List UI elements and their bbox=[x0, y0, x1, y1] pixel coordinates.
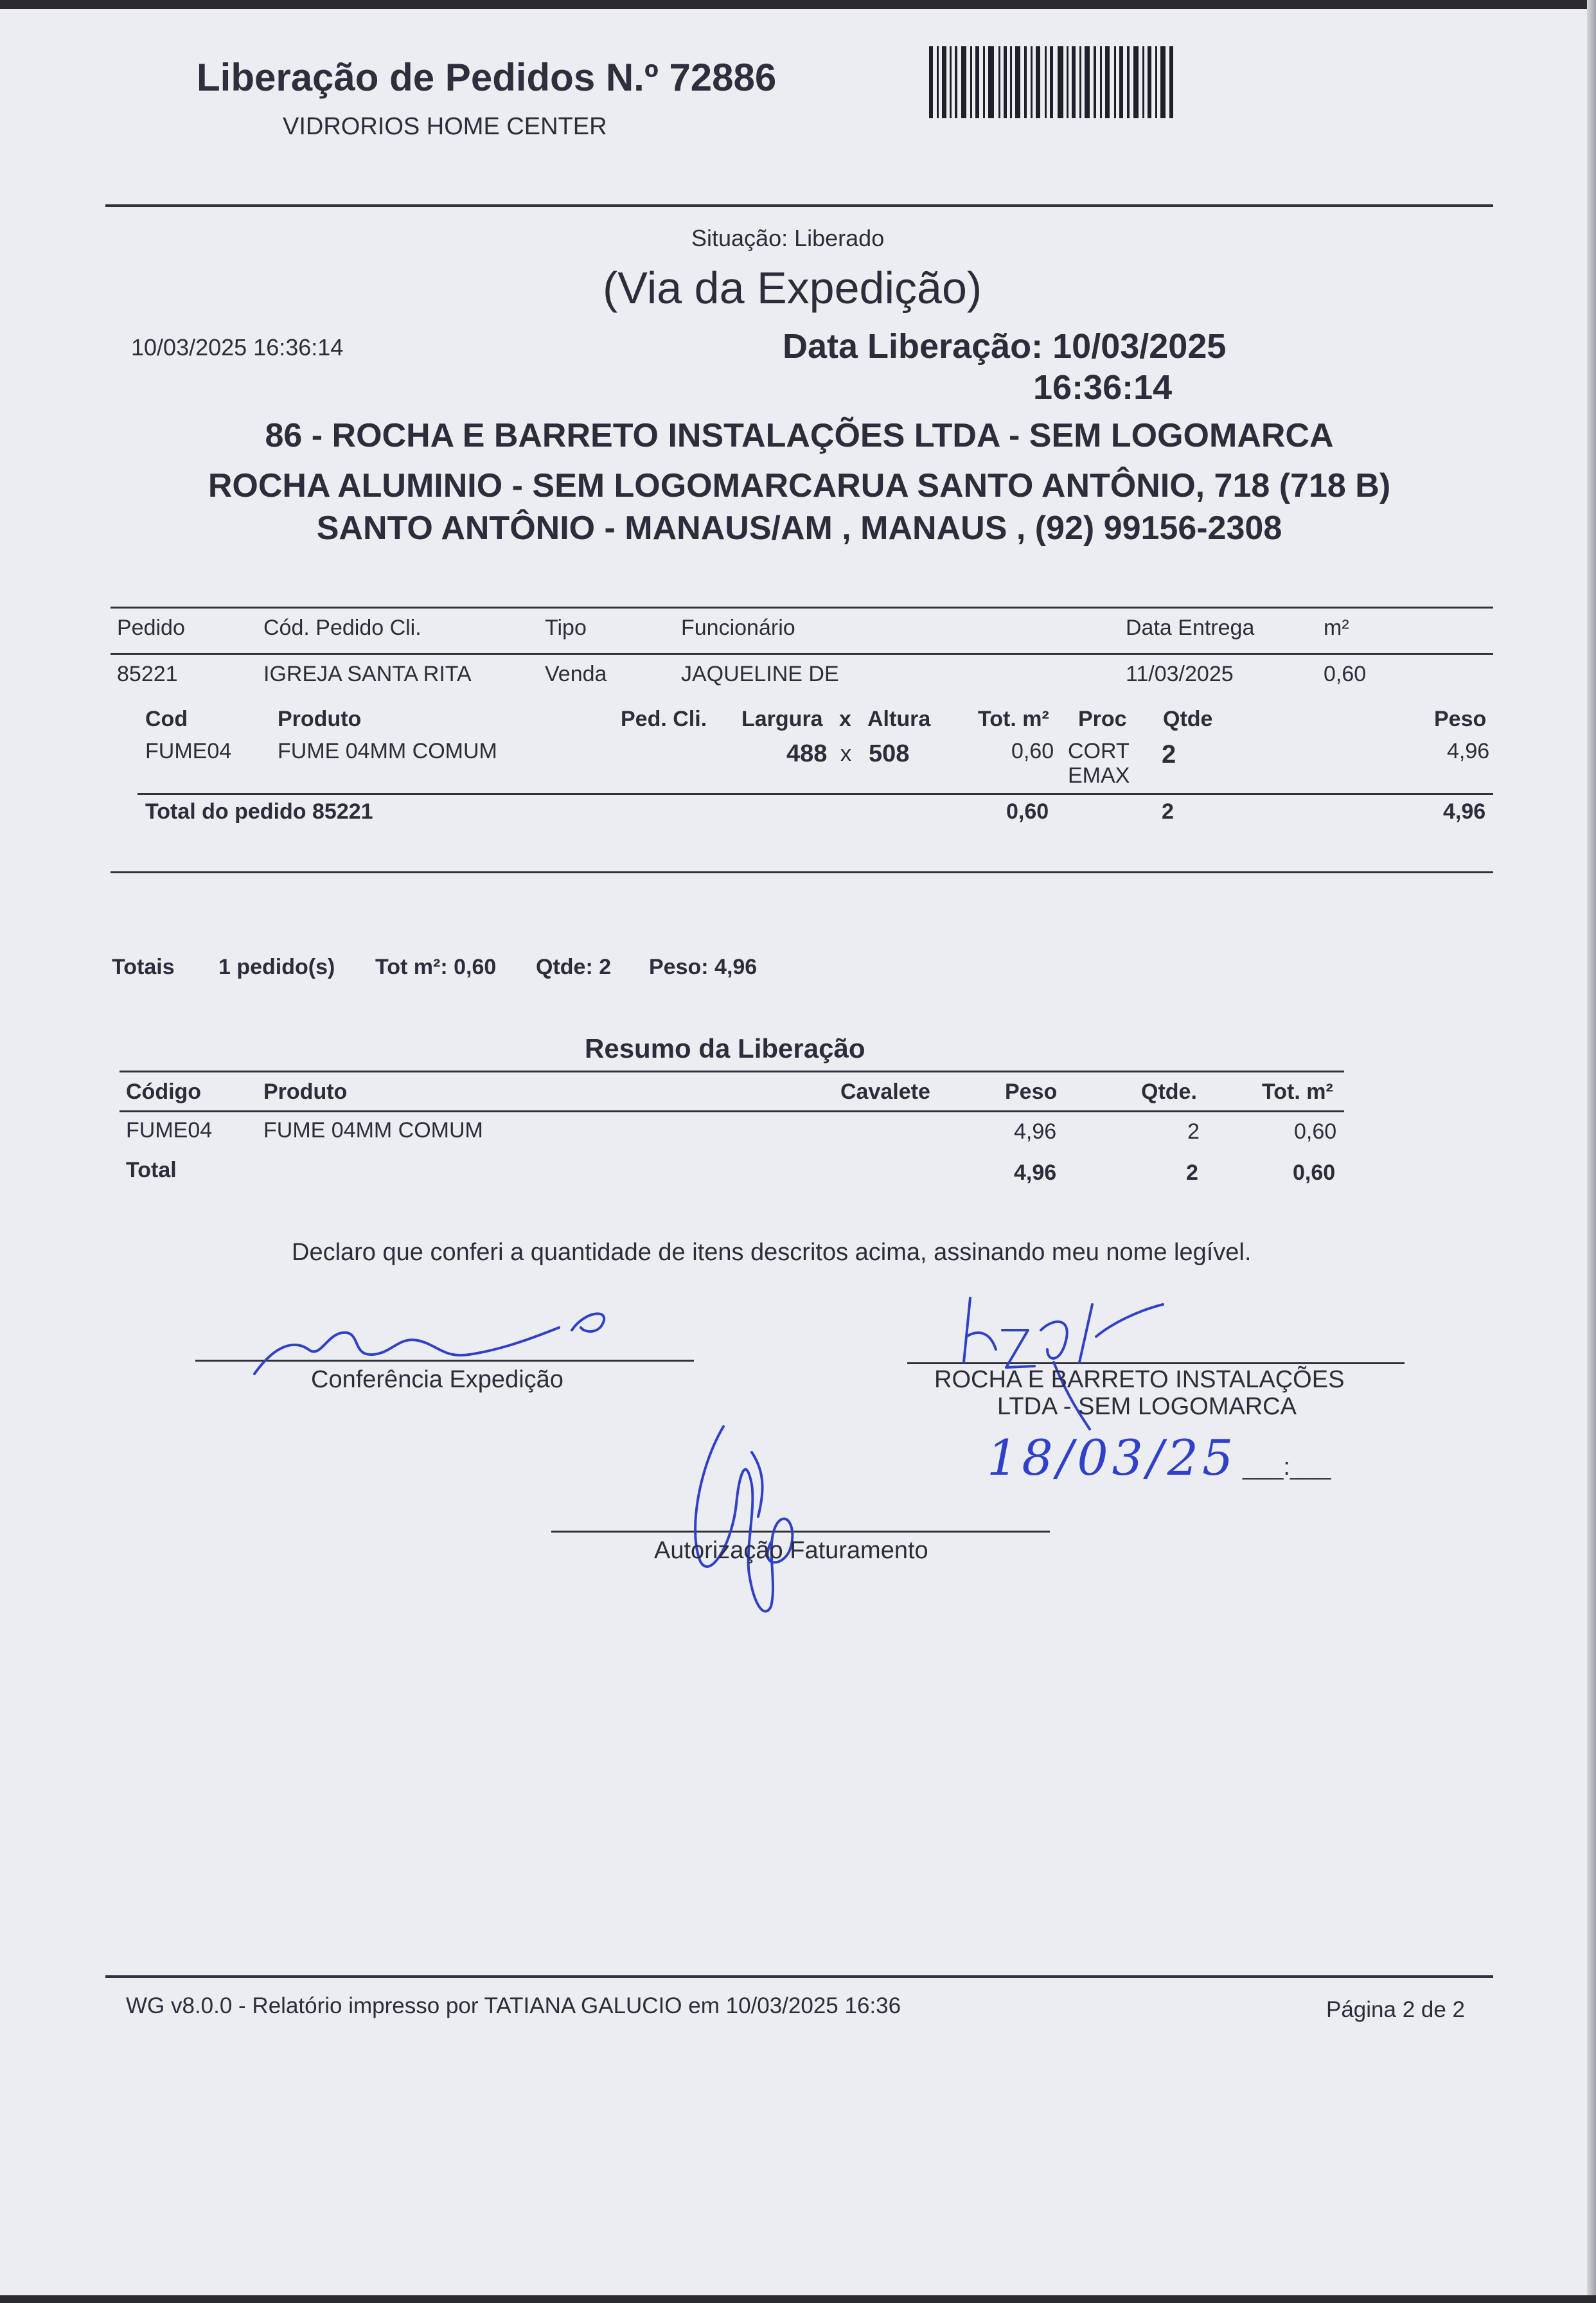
item-proc-header: Proc bbox=[1078, 707, 1127, 731]
scan-edge-right bbox=[1587, 0, 1596, 2303]
scan-edge-top bbox=[0, 0, 1596, 9]
summary-total-qtde: 2 bbox=[1186, 1160, 1198, 1185]
summary-tot-m2: 0,60 bbox=[1294, 1119, 1337, 1144]
item-largura-header: Largura bbox=[741, 707, 823, 731]
document-title: Liberação de Pedidos N.º 72886 bbox=[197, 56, 777, 99]
summary-total-label: Total bbox=[126, 1158, 177, 1182]
col-m2-header: m² bbox=[1324, 616, 1349, 640]
col-data-entrega-header: Data Entrega bbox=[1126, 616, 1255, 640]
summary-peso: 4,96 bbox=[1014, 1119, 1057, 1144]
item-cod: FUME04 bbox=[145, 739, 232, 763]
client-line-2: ROCHA ALUMINIO - SEM LOGOMARCARUA SANTO ANTÔNIO, 718 (718 B) bbox=[208, 467, 1391, 504]
item-produto-header: Produto bbox=[278, 707, 362, 731]
item-proc-2: EMAX bbox=[1068, 763, 1130, 788]
item-proc: CORT bbox=[1068, 739, 1130, 763]
order-total-peso: 4,96 bbox=[1443, 799, 1486, 824]
summary-qtde: 2 bbox=[1187, 1119, 1200, 1144]
totais-tot-m2: Tot m²: 0,60 bbox=[375, 955, 497, 979]
col-cod-pedido-cli-header: Cód. Pedido Cli. bbox=[263, 616, 421, 640]
item-qtde: 2 bbox=[1162, 740, 1176, 769]
client-signature-name-2: LTDA - SEM LOGOMARCA bbox=[997, 1393, 1297, 1420]
order-funcionario: JAQUELINE DE bbox=[681, 662, 839, 686]
client-signature-name-1: ROCHA E BARRETO INSTALAÇÕES bbox=[934, 1366, 1345, 1393]
order-data-entrega: 11/03/2025 bbox=[1126, 662, 1234, 686]
summary-total-tot-m2: 0,60 bbox=[1293, 1160, 1336, 1185]
via-label: (Via da Expedição) bbox=[603, 263, 982, 313]
order-m2: 0,60 bbox=[1324, 662, 1367, 686]
footer-divider bbox=[105, 1975, 1493, 1978]
item-altura: 508 bbox=[869, 740, 910, 767]
scan-edge-bottom bbox=[0, 2295, 1596, 2303]
order-header-line bbox=[111, 653, 1493, 655]
conferencia-label: Conferência Expedição bbox=[311, 1366, 563, 1393]
summary-cavalete-header: Cavalete bbox=[840, 1080, 930, 1104]
summary-codigo-header: Código bbox=[126, 1080, 202, 1104]
summary-codigo: FUME04 bbox=[126, 1118, 213, 1143]
summary-produto: FUME 04MM COMUM bbox=[263, 1118, 483, 1143]
item-tot-m2-header: Tot. m² bbox=[978, 707, 1049, 731]
col-pedido-header: Pedido bbox=[117, 616, 185, 640]
totais-peso: Peso: 4,96 bbox=[649, 955, 758, 979]
situacao-label: Situação: Liberado bbox=[691, 225, 885, 251]
summary-top-line bbox=[120, 1071, 1344, 1072]
totais-pedidos: 1 pedido(s) bbox=[218, 955, 335, 979]
summary-qtde-header: Qtde. bbox=[1141, 1080, 1197, 1104]
time-blank: ___:___ bbox=[1243, 1454, 1331, 1480]
order-total-label: Total do pedido 85221 bbox=[145, 799, 373, 824]
summary-header-line bbox=[120, 1110, 1344, 1112]
item-qtde-header: Qtde bbox=[1163, 707, 1213, 731]
client-line-1: 86 - ROCHA E BARRETO INSTALAÇÕES LTDA - SEM LOGOMARCA bbox=[265, 417, 1334, 454]
item-altura-header: Altura bbox=[867, 707, 931, 731]
item-produto: FUME 04MM COMUM bbox=[278, 739, 497, 763]
item-x-header: x bbox=[839, 707, 851, 731]
summary-tot-m2-header: Tot. m² bbox=[1262, 1080, 1333, 1104]
col-funcionario-header: Funcionário bbox=[681, 616, 795, 640]
order-total-qtde: 2 bbox=[1162, 799, 1174, 824]
item-largura: 488 bbox=[786, 740, 828, 767]
item-peso: 4,96 bbox=[1447, 739, 1490, 763]
summary-produto-header: Produto bbox=[263, 1080, 348, 1104]
header-divider bbox=[105, 204, 1493, 207]
order-table-bottom-line bbox=[111, 871, 1493, 873]
footer-report-info: WG v8.0.0 - Relatório impresso por TATIANA GALUCIO em 10/03/2025 16:36 bbox=[126, 1993, 901, 2018]
handwritten-date: 18/03/25 bbox=[987, 1429, 1237, 1486]
item-ped-cli-header: Ped. Cli. bbox=[621, 707, 707, 731]
autorizacao-label: Autorização Faturamento bbox=[654, 1537, 928, 1564]
order-table-top-line bbox=[111, 607, 1493, 609]
client-line-3: SANTO ANTÔNIO - MANAUS/AM , MANAUS , (92) 99156-2308 bbox=[316, 510, 1282, 547]
declaration-text: Declaro que conferi a quantidade de itens descritos acima, assinando meu nome legível. bbox=[292, 1239, 1252, 1266]
col-tipo-header: Tipo bbox=[545, 616, 587, 640]
data-liberacao: Data Liberação: 10/03/2025 bbox=[783, 327, 1227, 366]
summary-peso-header: Peso bbox=[1005, 1080, 1058, 1104]
printed-datetime: 10/03/2025 16:36:14 bbox=[131, 334, 344, 360]
item-cod-header: Cod bbox=[145, 707, 188, 731]
totais-label: Totais bbox=[112, 955, 175, 979]
hora-liberacao: 16:36:14 bbox=[1033, 368, 1173, 407]
item-x: x bbox=[840, 742, 851, 766]
order-tipo: Venda bbox=[545, 662, 607, 686]
item-tot-m2: 0,60 bbox=[1011, 739, 1054, 763]
item-total-line bbox=[137, 793, 1493, 795]
company-name: VIDRORIOS HOME CENTER bbox=[283, 113, 607, 140]
order-pedido: 85221 bbox=[117, 662, 178, 686]
footer-page-number: Página 2 de 2 bbox=[1326, 1997, 1466, 2022]
order-cod-pedido-cli: IGREJA SANTA RITA bbox=[263, 662, 472, 686]
item-peso-header: Peso bbox=[1434, 707, 1487, 731]
order-total-m2: 0,60 bbox=[1006, 799, 1049, 824]
summary-total-peso: 4,96 bbox=[1014, 1160, 1057, 1185]
barcode-icon bbox=[929, 46, 1173, 118]
totais-qtde: Qtde: 2 bbox=[536, 955, 612, 979]
summary-title: Resumo da Liberação bbox=[585, 1033, 865, 1063]
autorizacao-signature bbox=[675, 1414, 829, 1626]
